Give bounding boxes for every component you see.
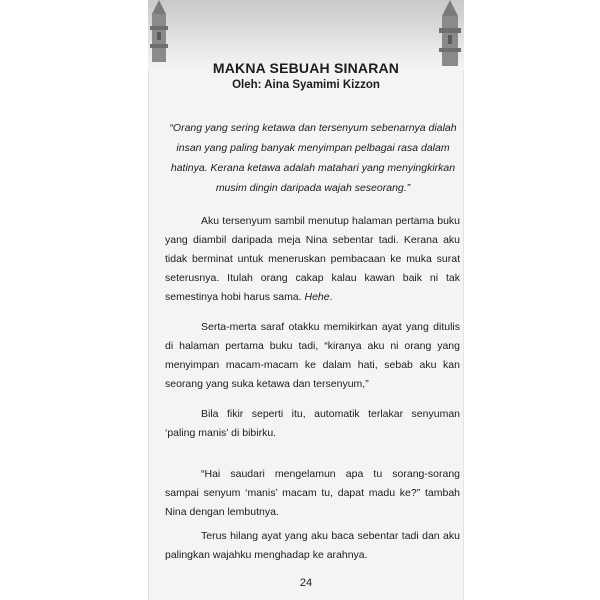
paragraph-3-text: Bila fikir seperti itu, automatik terlakar senyuman ‘paling manis’ di bibirku.: [165, 408, 460, 439]
paragraph-1-end: .: [329, 291, 333, 303]
paragraph-5: [165, 527, 460, 565]
paragraph-1: [165, 212, 460, 307]
paragraph-4-text: “Hai saudari mengelamun apa tu sorang-sorang sampai senyum ‘manis’ macam tu, dapat madu ke?” tambah Nina dengan lembutnya.: [165, 468, 460, 518]
book-page: [148, 0, 464, 600]
left-minaret-image: [148, 0, 176, 62]
right-minaret-image: [430, 0, 464, 66]
paragraph-1-text: Aku tersenyum sambil menutup halaman pertama buku yang diambil daripada meja Nina sebentar tadi. Kerana aku tidak berminat untuk meneruskan pembacaan ke muka surat seterusnya. Itulah orang cakap kalau kawan baik ni tak semestinya hobi harus sama.: [165, 215, 460, 303]
paragraph-2-text: Serta-merta saraf otakku memikirkan ayat yang ditulis di halaman pertama buku tadi, “kiranya aku ni orang yang menyimpan macam-macam ke dalam hati, sebab aku kan seorang yang suka ketawa dan tersenyum,”: [165, 321, 460, 390]
author-line: Oleh: Aina Syamimi Kizzon: [232, 79, 380, 91]
paragraph-2: [165, 318, 460, 394]
paragraph-5-text: Terus hilang ayat yang aku baca sebentar tadi dan aku palingkan wajahku menghadap ke arahnya.: [165, 530, 460, 561]
page-number: 24: [299, 577, 313, 589]
paragraph-3: [165, 405, 460, 443]
paragraph-1-italic: Hehe: [304, 291, 330, 303]
chapter-title: MAKNA SEBUAH SINARAN: [212, 60, 400, 76]
paragraph-4: [165, 465, 460, 522]
epigraph-quote: “Orang yang sering ketawa dan tersenyum sebenarnya dialah insan yang paling banyak menyimpan pelbagai rasa dalam hatinya. Kerana ketawa adalah matahari yang menyingkirkan musim dingin daripada wajah seseorang.”: [169, 122, 457, 194]
